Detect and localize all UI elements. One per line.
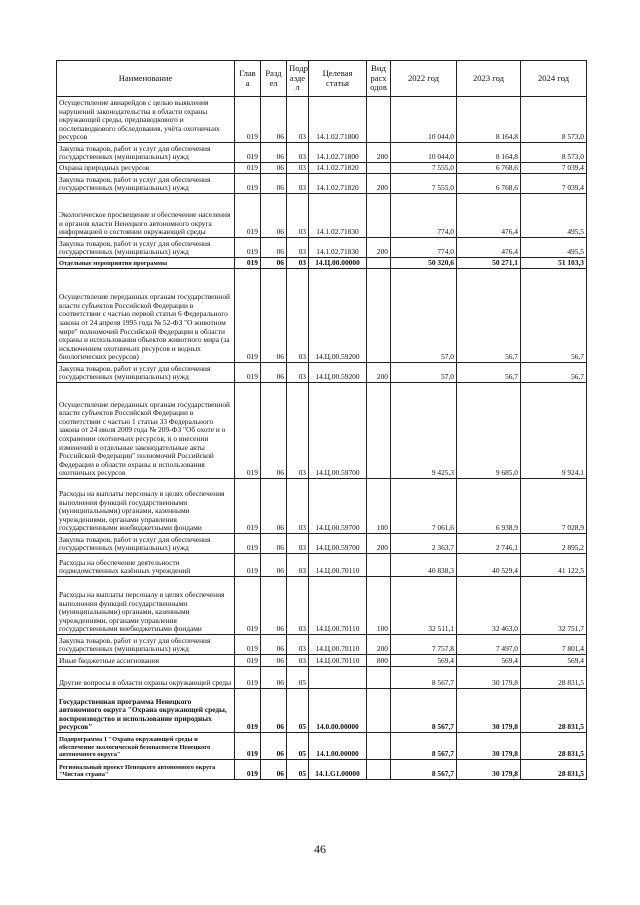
row-value-2024: 28 831,5 bbox=[521, 689, 587, 733]
row-value-2023: 30 179,8 bbox=[457, 760, 521, 780]
table-row bbox=[57, 534, 587, 554]
table-row bbox=[57, 163, 587, 174]
row-name: Расходы на выплаты персоналу в целях обеспечения выполнения функций государственными (муниципальными) органами, казенными учреждениями, органами управления государственными внебюджетными фондами bbox=[57, 577, 235, 635]
row-glava: 019 bbox=[235, 143, 261, 163]
row-value-2024: 51 103,3 bbox=[521, 258, 587, 269]
page-number: 46 bbox=[314, 842, 326, 856]
header-target: Целевая статья bbox=[309, 61, 367, 97]
row-glava: 019 bbox=[235, 163, 261, 174]
row-razdel: 06 bbox=[261, 655, 287, 667]
row-value-2022: 10 044,0 bbox=[391, 97, 457, 143]
row-name: Закупка товаров, работ и услуг для обеспечения государственных (муниципальных) нужд bbox=[57, 174, 235, 194]
row-value-2022: 2 363,7 bbox=[391, 534, 457, 554]
table-row bbox=[57, 97, 587, 143]
row-value-2022: 7 555,0 bbox=[391, 174, 457, 194]
row-expense-type: 800 bbox=[367, 655, 391, 667]
row-expense-type bbox=[367, 97, 391, 143]
row-value-2024: 7 801,4 bbox=[521, 635, 587, 655]
row-name: Закупка товаров, работ и услуг для обеспечения государственных (муниципальных) нужд bbox=[57, 635, 235, 655]
row-value-2023: 8 164,8 bbox=[457, 143, 521, 163]
row-razdel: 06 bbox=[261, 269, 287, 363]
row-target-article: 14.1.00.00000 bbox=[309, 733, 367, 760]
row-expense-type bbox=[367, 760, 391, 780]
row-target-article: 14.1.02.71820 bbox=[309, 174, 367, 194]
row-glava: 019 bbox=[235, 635, 261, 655]
row-value-2024: 7 039,4 bbox=[521, 174, 587, 194]
row-value-2022: 8 567,7 bbox=[391, 760, 457, 780]
row-razdel: 06 bbox=[261, 760, 287, 780]
row-glava: 019 bbox=[235, 554, 261, 577]
row-glava: 019 bbox=[235, 655, 261, 667]
row-target-article: 14.Ц.00.70110 bbox=[309, 577, 367, 635]
header-podrazdel: Подр азде л bbox=[287, 61, 309, 97]
row-expense-type bbox=[367, 689, 391, 733]
row-podrazdel: 03 bbox=[287, 479, 309, 534]
row-expense-type: 200 bbox=[367, 635, 391, 655]
table-row bbox=[57, 143, 587, 163]
row-podrazdel: 03 bbox=[287, 577, 309, 635]
row-target-article: 14.Ц.00.70110 bbox=[309, 554, 367, 577]
row-value-2024: 9 924,1 bbox=[521, 383, 587, 479]
row-razdel: 06 bbox=[261, 635, 287, 655]
row-value-2022: 8 567,7 bbox=[391, 733, 457, 760]
row-target-article: 14.Ц.00.59200 bbox=[309, 269, 367, 363]
row-razdel: 06 bbox=[261, 143, 287, 163]
row-podrazdel: 03 bbox=[287, 258, 309, 269]
row-target-article: 14.1.02.71800 bbox=[309, 97, 367, 143]
table-row bbox=[57, 554, 587, 577]
row-value-2022: 569,4 bbox=[391, 655, 457, 667]
row-podrazdel: 03 bbox=[287, 174, 309, 194]
row-value-2022: 7 061,6 bbox=[391, 479, 457, 534]
row-target-article bbox=[309, 667, 367, 689]
row-glava: 019 bbox=[235, 760, 261, 780]
row-glava: 019 bbox=[235, 667, 261, 689]
row-razdel: 06 bbox=[261, 97, 287, 143]
table-row bbox=[57, 383, 587, 479]
table-row bbox=[57, 667, 587, 689]
row-podrazdel: 03 bbox=[287, 194, 309, 238]
row-expense-type: 200 bbox=[367, 363, 391, 383]
row-glava: 019 bbox=[235, 97, 261, 143]
row-expense-type: 100 bbox=[367, 577, 391, 635]
row-glava: 019 bbox=[235, 534, 261, 554]
row-expense-type bbox=[367, 383, 391, 479]
row-razdel: 06 bbox=[261, 163, 287, 174]
row-podrazdel: 05 bbox=[287, 760, 309, 780]
row-target-article: 14.Ц.00.70110 bbox=[309, 635, 367, 655]
row-value-2024: 56,7 bbox=[521, 269, 587, 363]
row-podrazdel: 03 bbox=[287, 363, 309, 383]
table-header-row bbox=[57, 61, 587, 97]
row-value-2024: 28 831,5 bbox=[521, 667, 587, 689]
row-razdel: 06 bbox=[261, 577, 287, 635]
row-target-article: 14.Ц.00.59700 bbox=[309, 534, 367, 554]
row-value-2022: 40 838,3 bbox=[391, 554, 457, 577]
row-razdel: 06 bbox=[261, 479, 287, 534]
table-row bbox=[57, 733, 587, 760]
row-podrazdel: 03 bbox=[287, 97, 309, 143]
row-value-2023: 476,4 bbox=[457, 194, 521, 238]
row-value-2024: 28 831,5 bbox=[521, 760, 587, 780]
table-row bbox=[57, 363, 587, 383]
row-value-2022: 7 757,8 bbox=[391, 635, 457, 655]
row-name: Осуществление переданных органам государственной власти субъектов Российской Федерации в соответствии с частью первой статьи 6 Федерального закона от 24 апреля 1995 года № 52-ФЗ "О животном мире" полномочий Российской Федерации в области охраны и использования объектов животного мира (за исключением охотничьих ресурсов и водных биологических ресурсов) bbox=[57, 269, 235, 363]
row-value-2022: 57,0 bbox=[391, 269, 457, 363]
row-podrazdel: 03 bbox=[287, 655, 309, 667]
row-name: Осуществление авиарейдов с целью выявления нарушений законодательства в области охраны окружающей среды, предпаводкового и послепаводкового обследования, учёта охотничьих ресурсов bbox=[57, 97, 235, 143]
row-podrazdel: 03 bbox=[287, 554, 309, 577]
table-row bbox=[57, 258, 587, 269]
row-expense-type bbox=[367, 554, 391, 577]
table-row bbox=[57, 635, 587, 655]
row-value-2022: 774,0 bbox=[391, 238, 457, 258]
row-value-2022: 7 555,0 bbox=[391, 163, 457, 174]
row-podrazdel: 03 bbox=[287, 534, 309, 554]
table-row bbox=[57, 269, 587, 363]
row-value-2023: 6 768,6 bbox=[457, 174, 521, 194]
row-target-article: 14.1.G1.00000 bbox=[309, 760, 367, 780]
row-name: Отдельные мероприятия программы bbox=[57, 258, 235, 269]
row-target-article: 14.0.00.00000 bbox=[309, 689, 367, 733]
row-glava: 019 bbox=[235, 577, 261, 635]
row-value-2023: 56,7 bbox=[457, 363, 521, 383]
row-name: Государственная программа Ненецкого автономного округа "Охрана окружающей среды, воспроизводство и использование природных ресурсов" bbox=[57, 689, 235, 733]
row-value-2023: 8 164,8 bbox=[457, 97, 521, 143]
row-value-2022: 57,0 bbox=[391, 363, 457, 383]
row-name: Закупка товаров, работ и услуг для обеспечения государственных (муниципальных) нужд bbox=[57, 363, 235, 383]
row-value-2023: 30 179,8 bbox=[457, 667, 521, 689]
row-name: Экологическое просвещение и обеспечение населения и органов власти Ненецкого автономного округа информацией о состоянии окружающей среды bbox=[57, 194, 235, 238]
row-name: Расходы на выплаты персоналу в целях обеспечения выполнения функций государственными (муниципальными) органами, казенными учреждениями, органами управления государственными внебюджетными фондами bbox=[57, 479, 235, 534]
row-target-article: 14.Ц.00.59700 bbox=[309, 383, 367, 479]
row-value-2023: 40 529,4 bbox=[457, 554, 521, 577]
table-row bbox=[57, 689, 587, 733]
row-razdel: 06 bbox=[261, 733, 287, 760]
row-value-2023: 30 179,8 bbox=[457, 733, 521, 760]
row-target-article: 14.1.02.71820 bbox=[309, 163, 367, 174]
row-podrazdel: 05 bbox=[287, 689, 309, 733]
row-value-2023: 6 768,6 bbox=[457, 163, 521, 174]
row-glava: 019 bbox=[235, 733, 261, 760]
row-glava: 019 bbox=[235, 174, 261, 194]
row-name: Иные бюджетные ассигнования bbox=[57, 655, 235, 667]
row-podrazdel: 03 bbox=[287, 143, 309, 163]
row-value-2023: 9 685,0 bbox=[457, 383, 521, 479]
row-podrazdel: 03 bbox=[287, 238, 309, 258]
row-glava: 019 bbox=[235, 258, 261, 269]
row-podrazdel: 05 bbox=[287, 667, 309, 689]
header-vid: Вид расх одов bbox=[367, 61, 391, 97]
row-value-2023: 569,4 bbox=[457, 655, 521, 667]
table-row bbox=[57, 174, 587, 194]
row-value-2024: 8 573,0 bbox=[521, 143, 587, 163]
row-value-2024: 32 751,7 bbox=[521, 577, 587, 635]
row-razdel: 06 bbox=[261, 554, 287, 577]
header-razdel: Разд ел bbox=[261, 61, 287, 97]
row-expense-type bbox=[367, 194, 391, 238]
row-expense-type: 200 bbox=[367, 238, 391, 258]
row-value-2022: 8 567,7 bbox=[391, 667, 457, 689]
row-podrazdel: 03 bbox=[287, 383, 309, 479]
row-target-article: 14.Ц.00.00000 bbox=[309, 258, 367, 269]
row-name: Охрана природных ресурсов bbox=[57, 163, 235, 174]
table-body bbox=[57, 97, 587, 780]
row-expense-type: 200 bbox=[367, 174, 391, 194]
row-razdel: 06 bbox=[261, 534, 287, 554]
row-value-2022: 50 320,6 bbox=[391, 258, 457, 269]
row-expense-type bbox=[367, 667, 391, 689]
row-value-2024: 495,5 bbox=[521, 238, 587, 258]
row-value-2024: 2 895,2 bbox=[521, 534, 587, 554]
row-value-2024: 569,4 bbox=[521, 655, 587, 667]
table-row bbox=[57, 194, 587, 238]
header-name: Наименование bbox=[57, 61, 235, 97]
table-row bbox=[57, 577, 587, 635]
row-glava: 019 bbox=[235, 479, 261, 534]
budget-sheet bbox=[56, 60, 586, 780]
table-row bbox=[57, 655, 587, 667]
row-value-2024: 41 122,5 bbox=[521, 554, 587, 577]
row-razdel: 06 bbox=[261, 258, 287, 269]
row-name: Осуществление переданных органам государственной власти субъектов Российской Федерации в соответствии с частью 1 статьи 33 Федерального закона от 24 июля 2009 года № 209-ФЗ "Об охоте и о сохранении охотничьих ресурсов, и о внесении изменений в отдельные законодательные акты Российской Федерации" полномочий Российской Федерации в области охраны и использования охотничьих ресурсов bbox=[57, 383, 235, 479]
row-value-2022: 8 567,7 bbox=[391, 689, 457, 733]
header-2023: 2023 год bbox=[457, 61, 521, 97]
row-value-2023: 32 463,0 bbox=[457, 577, 521, 635]
row-glava: 019 bbox=[235, 238, 261, 258]
row-razdel: 06 bbox=[261, 689, 287, 733]
row-value-2024: 56,7 bbox=[521, 363, 587, 383]
row-value-2023: 7 497,0 bbox=[457, 635, 521, 655]
row-name: Расходы на обеспечение деятельности подведомственных казённых учреждений bbox=[57, 554, 235, 577]
row-target-article: 14.Ц.00.59700 bbox=[309, 479, 367, 534]
row-podrazdel: 05 bbox=[287, 733, 309, 760]
row-razdel: 06 bbox=[261, 363, 287, 383]
row-target-article: 14.1.02.71800 bbox=[309, 143, 367, 163]
row-expense-type bbox=[367, 163, 391, 174]
table-row bbox=[57, 479, 587, 534]
row-razdel: 06 bbox=[261, 174, 287, 194]
row-podrazdel: 03 bbox=[287, 269, 309, 363]
header-glava: Глав а bbox=[235, 61, 261, 97]
row-value-2024: 28 831,5 bbox=[521, 733, 587, 760]
row-name: Закупка товаров, работ и услуг для обеспечения государственных (муниципальных) нужд bbox=[57, 534, 235, 554]
row-name: Закупка товаров, работ и услуг для обеспечения государственных (муниципальных) нужд bbox=[57, 238, 235, 258]
row-name: Закупка товаров, работ и услуг для обеспечения государственных (муниципальных) нужд bbox=[57, 143, 235, 163]
row-value-2024: 7 039,4 bbox=[521, 163, 587, 174]
row-glava: 019 bbox=[235, 363, 261, 383]
row-glava: 019 bbox=[235, 689, 261, 733]
row-value-2024: 495,5 bbox=[521, 194, 587, 238]
row-value-2022: 774,0 bbox=[391, 194, 457, 238]
table-row bbox=[57, 238, 587, 258]
row-value-2023: 476,4 bbox=[457, 238, 521, 258]
row-target-article: 14.1.02.71830 bbox=[309, 194, 367, 238]
row-value-2023: 56,7 bbox=[457, 269, 521, 363]
row-name: Региональный проект Ненецкого автономного округа "Чистая страна" bbox=[57, 760, 235, 780]
row-podrazdel: 03 bbox=[287, 163, 309, 174]
row-expense-type bbox=[367, 733, 391, 760]
row-value-2023: 2 746,1 bbox=[457, 534, 521, 554]
row-expense-type bbox=[367, 258, 391, 269]
header-2022: 2022 год bbox=[391, 61, 457, 97]
header-2024: 2024 год bbox=[521, 61, 587, 97]
row-value-2022: 10 044,0 bbox=[391, 143, 457, 163]
row-podrazdel: 03 bbox=[287, 635, 309, 655]
row-razdel: 06 bbox=[261, 667, 287, 689]
row-target-article: 14.Ц.00.70110 bbox=[309, 655, 367, 667]
budget-table bbox=[56, 60, 587, 780]
row-expense-type: 200 bbox=[367, 534, 391, 554]
row-value-2023: 6 938,9 bbox=[457, 479, 521, 534]
row-name: Подпрограмма 1 "Охрана окружающей среды и обеспечение экологической безопасности Ненецкого автономного округа" bbox=[57, 733, 235, 760]
row-razdel: 06 bbox=[261, 383, 287, 479]
row-target-article: 14.Ц.00.59200 bbox=[309, 363, 367, 383]
row-value-2022: 32 511,1 bbox=[391, 577, 457, 635]
row-value-2024: 8 573,0 bbox=[521, 97, 587, 143]
row-razdel: 06 bbox=[261, 238, 287, 258]
table-row bbox=[57, 760, 587, 780]
row-value-2023: 50 271,1 bbox=[457, 258, 521, 269]
row-razdel: 06 bbox=[261, 194, 287, 238]
row-value-2022: 9 425,3 bbox=[391, 383, 457, 479]
row-expense-type bbox=[367, 269, 391, 363]
row-glava: 019 bbox=[235, 383, 261, 479]
row-expense-type: 100 bbox=[367, 479, 391, 534]
row-name: Другие вопросы в области охраны окружающей среды bbox=[57, 667, 235, 689]
row-value-2023: 30 179,8 bbox=[457, 689, 521, 733]
row-glava: 019 bbox=[235, 194, 261, 238]
row-target-article: 14.1.02.71830 bbox=[309, 238, 367, 258]
row-expense-type: 200 bbox=[367, 143, 391, 163]
row-glava: 019 bbox=[235, 269, 261, 363]
row-value-2024: 7 028,9 bbox=[521, 479, 587, 534]
